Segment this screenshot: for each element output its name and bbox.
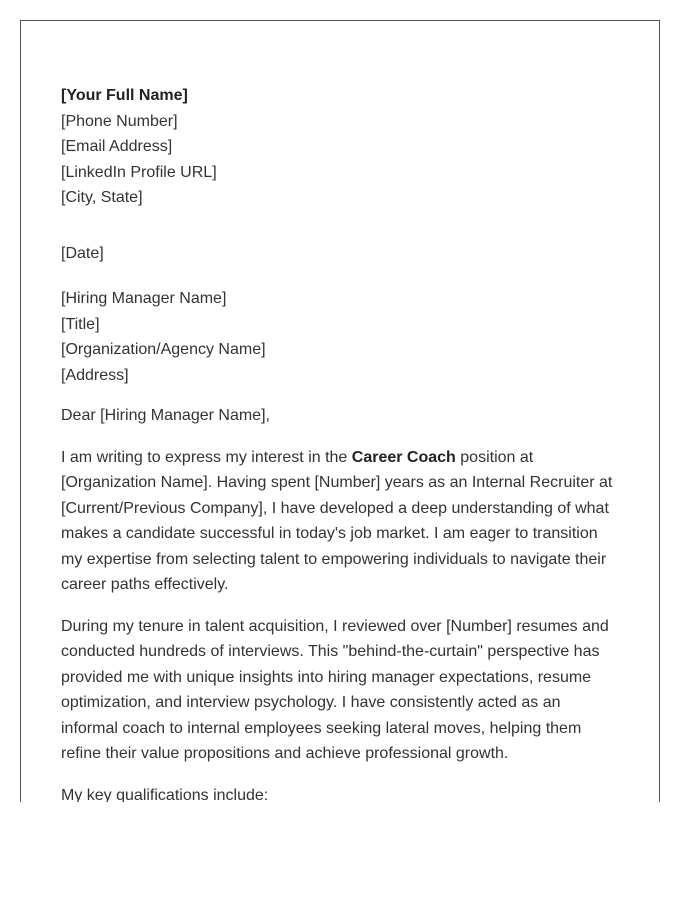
recipient-manager: [Hiring Manager Name]: [61, 290, 227, 307]
sender-linkedin: [LinkedIn Profile URL]: [61, 163, 217, 181]
sender-phone: [Phone Number]: [61, 112, 178, 130]
recipient-block: [61, 286, 616, 388]
letter-content: [61, 83, 616, 802]
recipient-title: [Title]: [61, 315, 100, 333]
paragraph-intro-start: I am writing to express my interest in the: [61, 448, 352, 466]
sender-block: [61, 83, 616, 211]
paragraph-qualifications-intro: My key qualifications include:: [61, 786, 269, 802]
paragraph-intro-rest: position at [Organization Name]. Having spent [Number] years as an Internal Recruiter at [Current/Previous Company], I have developed a deep understanding of what makes a candidate successful in today's job market. I am eager to transition my expertise from selecting talent to empowering individuals to navigate their career paths effectively.: [61, 448, 613, 593]
paragraph-intro: [61, 445, 616, 598]
sender-city: [City, State]: [61, 189, 143, 206]
letter-page: [20, 20, 660, 802]
recipient-organization: [Organization/Agency Name]: [61, 341, 266, 358]
spacer: [61, 266, 616, 286]
paragraph-experience: During my tenure in talent acquisition, I reviewed over [Number] resumes and conducted hundreds of interviews. This "behind-the-curtain" perspective has provided me with unique insights into hiring manager expectations, resume optimization, and interview psychology. I have consistently acted as an informal coach to internal employees seeking lateral moves, helping them refine their value propositions and achieve professional growth.: [61, 617, 609, 762]
spacer: [61, 211, 616, 241]
sender-email: [Email Address]: [61, 138, 173, 155]
recipient-address: [Address]: [61, 366, 129, 384]
sender-name: [Your Full Name]: [61, 87, 188, 104]
job-title-highlight: Career Coach: [351, 448, 456, 466]
salutation: Dear [Hiring Manager Name],: [61, 407, 270, 424]
letter-date: [Date]: [61, 244, 104, 262]
